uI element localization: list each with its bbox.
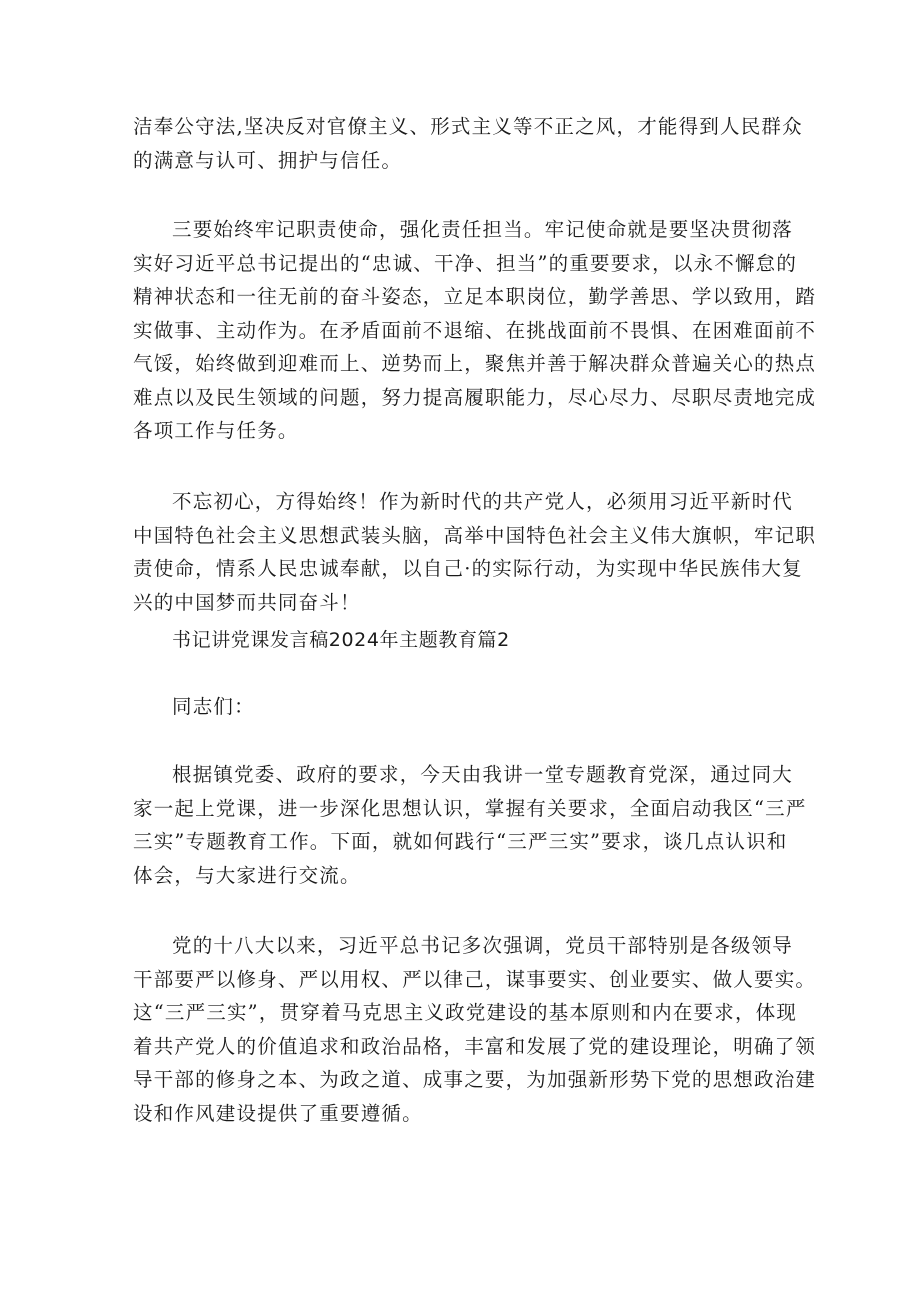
text-line: 中国特色社会主义思想武装头脑，高举中国特色社会主义伟大旗帜，牢记职 bbox=[133, 523, 817, 547]
text-line: 难点以及民生领域的问题，努力提高履职能力，尽心尽力、尽职尽责地完成 bbox=[133, 385, 817, 409]
paragraph-original-aspiration bbox=[133, 485, 817, 619]
text-line: 三实”专题教育工作。下面，就如何践行“三严三实”要求，谈几点认识和 bbox=[133, 830, 788, 853]
text-line: 兴的中国梦而共同奋斗！ bbox=[133, 590, 361, 614]
paragraph-duty-mission bbox=[133, 213, 817, 448]
text-line: 不忘初心，方得始终！作为新时代的共产党人，必须用习近平新时代 bbox=[172, 490, 794, 513]
section-heading: 书记讲党课发言稿2024年主题教育篇2 bbox=[172, 629, 510, 651]
salutation: 同志们： bbox=[172, 695, 255, 718]
text-line: 干部要严以修身、严以用权、严以律己，谋事要实、创业要实、做人要实。 bbox=[133, 967, 817, 991]
text-line: 实好习近平总书记提出的“忠诚、干净、担当”的重要要求，以永不懈怠的 bbox=[133, 251, 798, 275]
paragraph-introduction bbox=[133, 758, 807, 892]
text-line: 实做事、主动作为。在矛盾面前不退缩、在挑战面前不畏惧、在困难面前不 bbox=[133, 318, 817, 342]
text-line: 党的十八大以来，习近平总书记多次强调，党员干部特别是各级领导 bbox=[172, 934, 794, 957]
text-line: 根据镇党委、政府的要求，今天由我讲一堂专题教育党深，通过同大 bbox=[172, 763, 794, 786]
text-line: 着共产党人的价值追求和政治品格，丰富和发展了党的建设理论，明确了领 bbox=[133, 1034, 817, 1058]
text-line: 这“三严三实”，贯穿着马克思主义政党建设的基本原则和内在要求，体现 bbox=[133, 1001, 798, 1024]
text-line: 设和作风建设提供了重要遵循。 bbox=[133, 1101, 423, 1125]
text-line: 导干部的修身之本、为政之道、成事之要，为加强新形势下党的思想政治建 bbox=[133, 1068, 817, 1091]
text-line: 精神状态和一往无前的奋斗姿态，立足本职岗位，勤学善思、学以致用，踏 bbox=[133, 285, 817, 308]
text-line: 各项工作与任务。 bbox=[133, 419, 299, 442]
text-line: 气馁，始终做到迎难而上、逆势而上，聚焦并善于解决群众普遍关心的热点 bbox=[133, 352, 817, 375]
paragraph-three-stricts bbox=[133, 929, 817, 1130]
text-line: 的满意与认可、拥护与信任。 bbox=[133, 148, 403, 172]
text-line: 三要始终牢记职责使命，强化责任担当。牢记使命就是要坚决贯彻落 bbox=[172, 218, 794, 241]
text-line: 体会，与大家进行交流。 bbox=[133, 863, 361, 887]
text-line: 家一起上党课，进一步深化思想认识，掌握有关要求，全面启动我区“三严 bbox=[133, 796, 807, 820]
text-line: 洁奉公守法,坚决反对官僚主义、形式主义等不正之风，才能得到人民群众 bbox=[133, 115, 803, 138]
text-line: 责使命，情系人民忠诚奉献，以自己·的实际行动，为实现中华民族伟大复 bbox=[133, 557, 803, 580]
paragraph-continuation bbox=[133, 110, 803, 177]
